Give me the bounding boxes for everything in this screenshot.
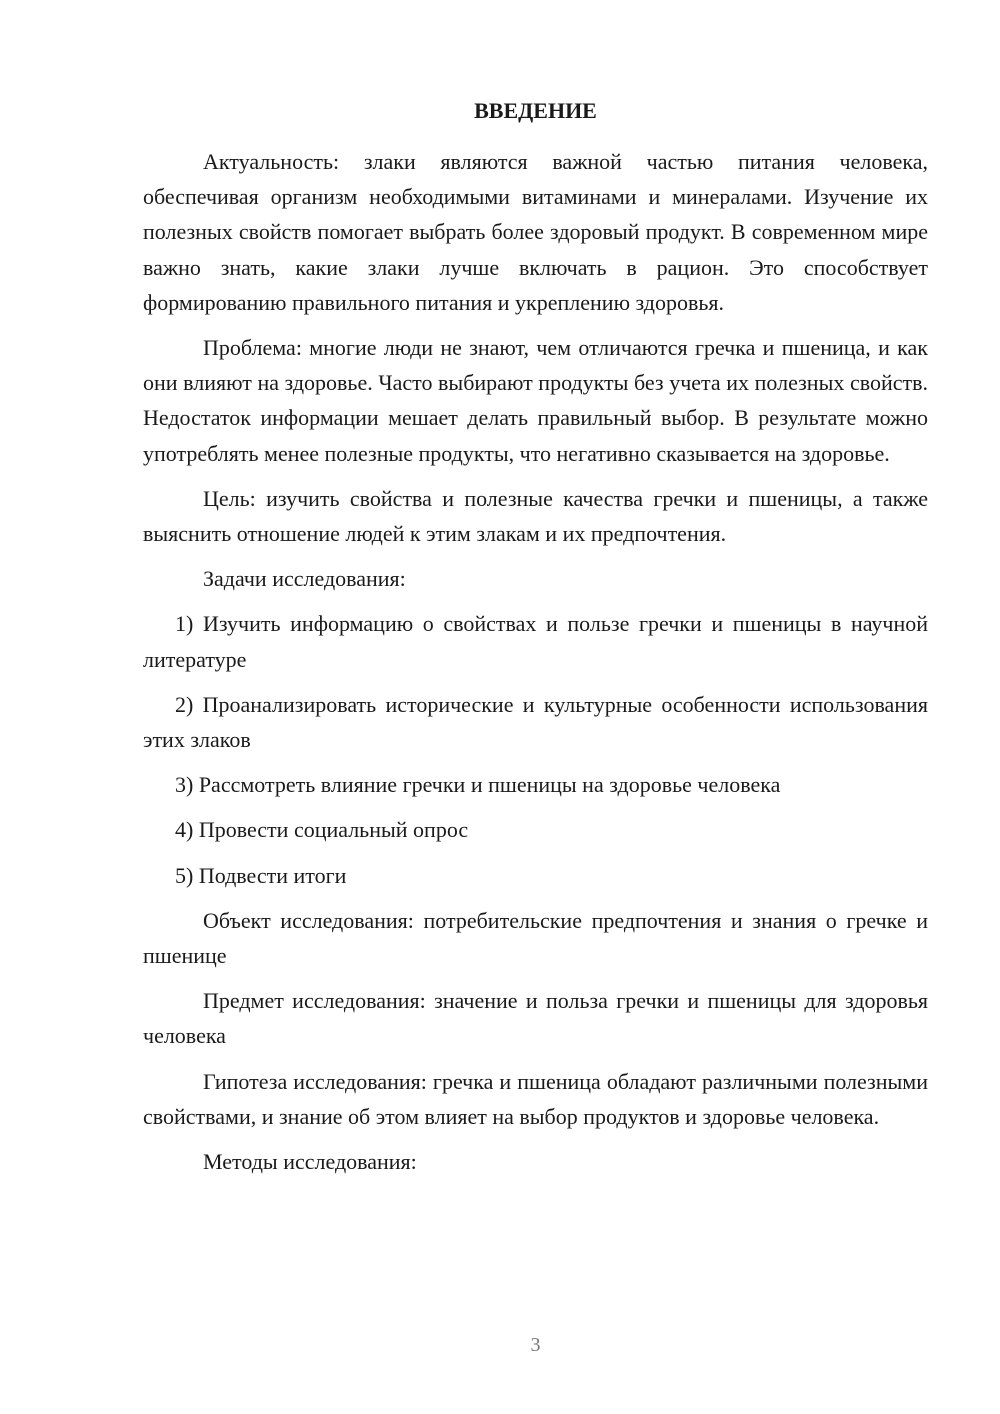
task-item-4: 4) Провести социальный опрос [175,817,469,843]
task-item-2: 2) Проанализировать исторические и культурные особенности использования этих злаков [143,691,928,753]
paragraph-subject: Предмет исследования: значение и польза гречки и пшеницы для здоровья человека [143,988,928,1049]
document-page [143,0,928,1414]
paragraph-problem: Проблема: многие люди не знают, чем отличаются гречка и пшеница, и как они влияют на здоровье. Часто выбирают продукты без учета их полезных свойств. Недостаток информации мешает делать правильный выбор. В результате можно употреблять менее полезные продукты, что негативно сказывается на здоровье. [143,335,928,466]
task-item-5: 5) Подвести итоги [175,862,347,888]
task-item-1: 1) Изучить информацию о свойствах и пользе гречки и пшеницы в научной литературе [143,611,928,672]
task-item-3: 3) Рассмотреть влияние гречки и пшеницы на здоровье человека [175,772,781,798]
paragraph-hypothesis: Гипотеза исследования: гречка и пшеница обладают различными полезными свойствами, и знание об этом влияет на выбор продуктов и здоровье человека. [143,1068,928,1129]
paragraph-relevance: Актуальность: злаки являются важной частью питания человека, обеспечивая организм необходимыми витаминами и минералами. Изучение их полезных свойств помогает выбрать более здоровый продукт. В современном мире важно знать, какие злаки лучше включать в рацион. Это способствует формированию правильного питания и укреплению здоровья. [143,149,928,315]
paragraph-object: Объект исследования: потребительские предпочтения и знания о гречке и пшенице [143,907,928,969]
paragraph-tasks-heading: Задачи исследования: [203,566,406,592]
page-number: 3 [530,1334,541,1356]
document-title: ВВЕДЕНИЕ [474,98,597,123]
paragraph-methods: Методы исследования: [203,1149,417,1175]
document-body [143,144,928,1189]
paragraph-goal: Цель: изучить свойства и полезные качества гречки и пшеницы, а также выяснить отношение людей к этим злакам и их предпочтения. [143,485,928,547]
